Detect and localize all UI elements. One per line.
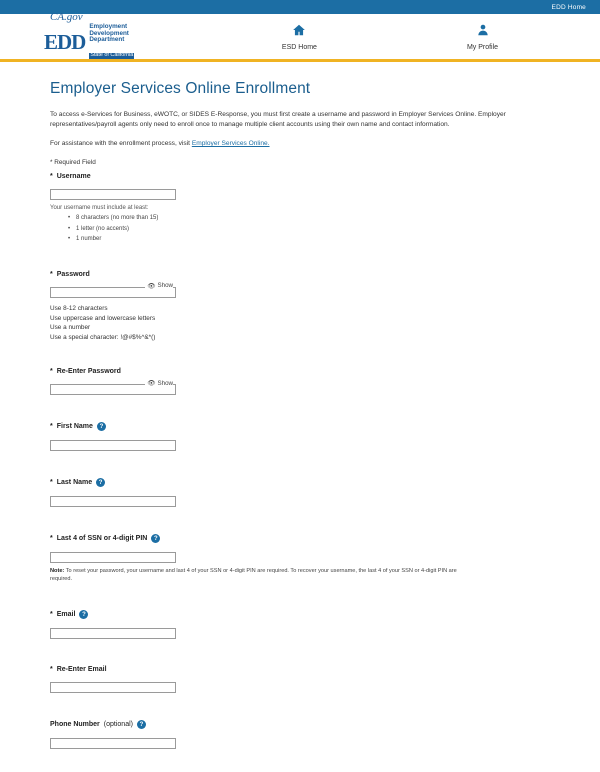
user-icon: [475, 23, 491, 41]
username-hint: Your username must include at least:: [50, 205, 149, 212]
first-name-required-star: *: [50, 423, 53, 431]
email-input[interactable]: [50, 628, 176, 639]
password-rules: [50, 304, 550, 342]
edd-line-2: Development: [89, 29, 129, 37]
username-label-text: Username: [56, 173, 91, 181]
assistance-text: For assistance with the enrollment process, visit: [50, 140, 192, 148]
field-phone: [50, 720, 550, 750]
username-input[interactable]: [50, 189, 176, 200]
field-email: [50, 610, 550, 640]
first-name-label-text: First Name: [56, 423, 93, 431]
nav-label-my-profile: My Profile: [466, 43, 499, 51]
last-name-label: [50, 478, 550, 487]
edd-line-4: State of California: [90, 52, 134, 59]
reenter-password-required-star: *: [50, 368, 53, 376]
reenter-password-label: [50, 368, 550, 375]
main-content: [0, 62, 600, 772]
field-last-name: [50, 478, 550, 508]
username-label: [50, 173, 550, 180]
ssn-pin-note-bold: Note:: [50, 568, 65, 575]
field-reenter-password: [50, 368, 550, 396]
reenter-password-show-toggle[interactable]: [145, 379, 173, 387]
help-icon[interactable]: ?: [96, 478, 105, 487]
last-name-required-star: *: [50, 479, 53, 487]
reenter-email-input[interactable]: [50, 682, 176, 693]
ssn-pin-required-star: *: [50, 535, 53, 543]
username-required-star: *: [50, 173, 53, 181]
username-rules: [50, 213, 550, 245]
reenter-email-label-text: Re-Enter Email: [56, 666, 107, 674]
ssn-pin-note: [50, 568, 480, 584]
first-name-input[interactable]: [50, 440, 176, 451]
password-label-text: Password: [56, 270, 90, 278]
phone-input[interactable]: [50, 738, 176, 749]
password-rule: Use uppercase and lowercase letters: [50, 314, 156, 322]
field-ssn-pin: [50, 534, 550, 584]
help-icon[interactable]: ?: [79, 610, 88, 619]
ca-gov-logo[interactable]: CA.gov: [50, 11, 83, 24]
page-title: Employer Services Online Enrollment: [50, 80, 311, 97]
password-rule: Use 8-12 characters: [50, 304, 108, 312]
edd-home-link[interactable]: EDD Home: [551, 3, 586, 11]
username-rule: • 8 characters (no more than 15): [76, 213, 550, 224]
password-label: [50, 271, 550, 278]
password-show-label: Show: [157, 282, 173, 290]
first-name-label: [50, 422, 550, 431]
intro-paragraph: To access e-Services for Business, eWOTC, or SIDES E-Response, you must first create a username and password in Employer Services Online. Employer representatives/payroll agents only need to enroll once to manage multiple client accounts using their own name and contact information.: [50, 111, 506, 129]
email-label-text: Email: [56, 611, 76, 619]
employer-services-online-link[interactable]: Employer Services Online.: [191, 140, 270, 148]
ssn-pin-label-text: Last 4 of SSN or 4-digit PIN: [56, 535, 148, 543]
username-rule: • 1 number: [76, 234, 550, 245]
reenter-password-show-label: Show: [157, 379, 173, 387]
nav-item-my-profile[interactable]: [467, 23, 498, 51]
help-icon[interactable]: ?: [137, 720, 146, 729]
ssn-pin-label: [50, 534, 550, 543]
site-header: [0, 11, 600, 62]
ssn-pin-note-text: To reset your password, your username and last 4 of your SSN or 4-digit PIN are required. To recover your username, the last 4 of your SSN or 4-digit PIN are required.: [50, 568, 457, 583]
field-password: [50, 271, 550, 342]
edd-logo[interactable]: [0, 12, 180, 61]
reenter-email-label: [50, 666, 550, 673]
eye-icon: 👁: [147, 380, 156, 388]
password-rule: Use a special character: !@#$%^&*(): [50, 333, 156, 341]
eye-icon: 👁: [147, 282, 156, 290]
phone-label: [50, 720, 550, 729]
required-field-note: * Required Field: [50, 159, 96, 167]
nav-item-esd-home[interactable]: [282, 23, 317, 51]
password-rule: Use a number: [50, 324, 91, 332]
username-rule: • 1 letter (no accents): [76, 224, 550, 235]
phone-label-text: Phone Number: [50, 721, 100, 729]
reenter-password-label-text: Re-Enter Password: [56, 368, 121, 376]
ssn-pin-input[interactable]: [50, 552, 176, 563]
password-show-toggle[interactable]: [145, 282, 173, 290]
email-required-star: *: [50, 611, 53, 619]
home-icon: [291, 23, 307, 41]
help-icon[interactable]: ?: [151, 534, 160, 543]
last-name-label-text: Last Name: [56, 479, 93, 487]
assistance-paragraph: [50, 140, 550, 147]
edd-line-3: Department: [89, 36, 125, 44]
reenter-email-required-star: *: [50, 666, 53, 674]
edd-line-1: Employment: [89, 23, 128, 31]
nav-label-esd-home: ESD Home: [281, 43, 317, 51]
edd-wordmark: EDD: [44, 30, 86, 54]
field-username: [50, 173, 550, 245]
last-name-input[interactable]: [50, 496, 176, 507]
field-first-name: [50, 422, 550, 452]
header-nav: [180, 23, 600, 51]
phone-optional-text: (optional): [103, 721, 133, 729]
password-required-star: *: [50, 270, 53, 278]
field-reenter-email: [50, 666, 550, 694]
email-label: [50, 610, 550, 619]
help-icon[interactable]: ?: [97, 422, 106, 431]
